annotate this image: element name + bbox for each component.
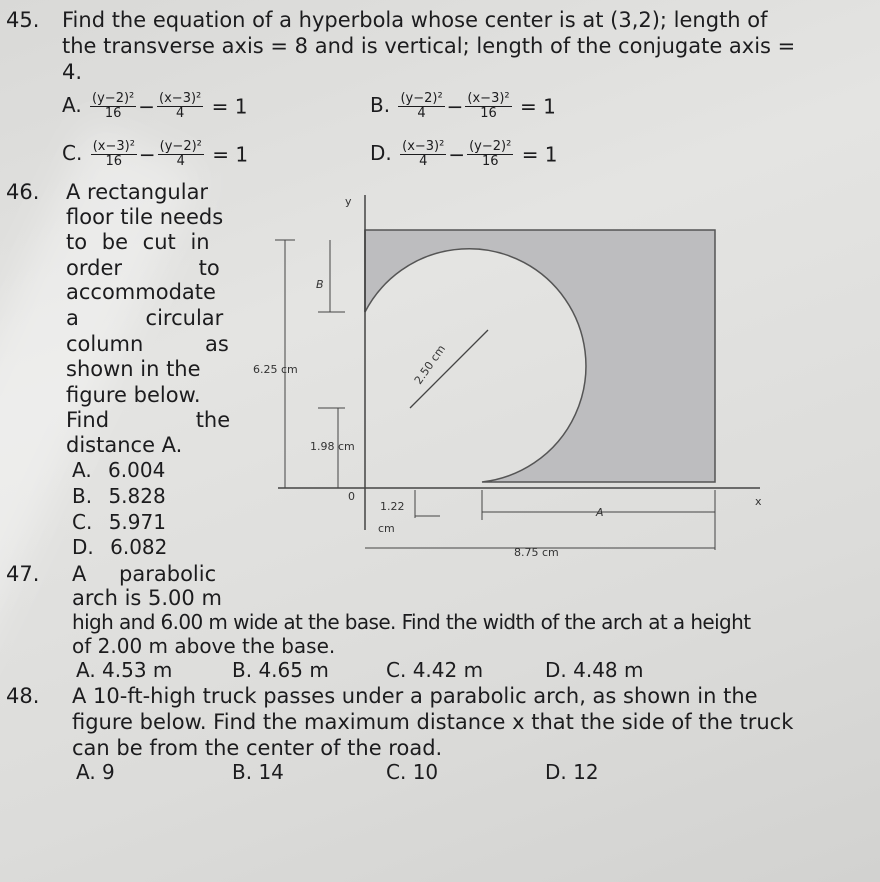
q47-text-line-1: A parabolic xyxy=(72,562,217,586)
q47-text-line-4: of 2.00 m above the base. xyxy=(72,634,336,658)
label-625: 6.25 cm xyxy=(253,363,298,376)
label-122: 1.22 xyxy=(380,500,405,513)
q45-c-term1: $\frac{\text{(x−3)²}}{16}$ xyxy=(92,139,135,169)
q46-text-line-1: A rectangular xyxy=(66,180,209,204)
q46-text-line-4: order to xyxy=(66,256,220,280)
label-y: y xyxy=(345,195,352,208)
q47-option-d: D. 4.48 m xyxy=(545,658,644,682)
q45-text-line-1: Find the equation of a hyperbola whose center is at (3,2); length of xyxy=(62,8,768,32)
q46-text-line-3: to be cut in xyxy=(66,230,210,254)
q47-text-line-3: high and 6.00 m wide at the base. Find the width of the arch at a height xyxy=(72,610,751,634)
q45-a-term2: $\frac{\text{(x−3)²}}{4}$ xyxy=(159,91,202,121)
q45-a-term1: $\frac{\text{(y−2)²}}{16}$ xyxy=(92,91,135,121)
q47-option-c: C. 4.42 m xyxy=(386,658,484,682)
q45-b-term1: $\frac{\text{(y−2)²}}{4}$ xyxy=(400,91,443,121)
q46-text-line-5: accommodate xyxy=(66,280,216,304)
label-198: 1.98 cm xyxy=(310,440,355,453)
q45-option-a: A. $\frac{\text{(y−2)²}}{16}$ − $\frac{\text{(x−3)²}}{4}$ = 1 xyxy=(62,91,248,121)
q48-text-line-3: can be from the center of the road. xyxy=(72,736,443,760)
q45-option-d: D. $\frac{\text{(x−3)²}}{4}$ − $\frac{\text{(y−2)²}}{16}$ = 1 xyxy=(370,139,558,169)
q45-option-c: C. $\frac{\text{(x−3)²}}{16}$ − $\frac{\text{(y−2)²}}{4}$ = 1 xyxy=(62,139,249,169)
q45-d-term2: $\frac{\text{(y−2)²}}{16}$ xyxy=(469,139,512,169)
label-origin: 0 xyxy=(348,490,355,503)
q45-c-term2: $\frac{\text{(y−2)²}}{4}$ xyxy=(159,139,202,169)
q47-option-a: A. 4.53 m xyxy=(76,658,173,682)
q46-option-c: C. 5.971 xyxy=(72,510,166,534)
q48-option-c: C. 10 xyxy=(386,760,439,784)
q46-option-b: B. 5.828 xyxy=(72,484,166,508)
q46-text-line-9: figure below. xyxy=(66,383,201,407)
label-875: 8.75 cm xyxy=(514,546,559,559)
q47-number: 47. xyxy=(6,562,40,586)
label-250: 2.50 cm xyxy=(411,342,449,387)
q46-option-d: D. 6.082 xyxy=(72,535,168,559)
q46-number: 46. xyxy=(6,180,40,204)
q45-b-term2: $\frac{\text{(x−3)²}}{16}$ xyxy=(467,91,510,121)
q47-option-b: B. 4.65 m xyxy=(232,658,329,682)
q45-text-line-2: the transverse axis = 8 and is vertical; length of the conjugate axis = xyxy=(62,34,796,58)
q46-text-line-8: shown in the xyxy=(66,357,201,381)
q46-text-line-2: floor tile needs xyxy=(66,205,224,229)
q48-text-line-2: figure below. Find the maximum distance x that the side of the truck xyxy=(72,710,794,734)
q48-text-line-1: A 10-ft-high truck passes under a parabolic arch, as shown in the xyxy=(72,684,758,708)
q46-text-line-11: distance A. xyxy=(66,433,183,457)
q46-text-line-10: Find the xyxy=(66,408,231,432)
q45-d-term1: $\frac{\text{(x−3)²}}{4}$ xyxy=(402,139,445,169)
q45-number: 45. xyxy=(6,8,40,32)
q47-text-line-2: arch is 5.00 m xyxy=(72,586,222,610)
q48-option-d: D. 12 xyxy=(545,760,599,784)
q46-text-line-7: column as xyxy=(66,332,229,356)
label-a: A xyxy=(596,506,604,519)
q45-option-b: B. $\frac{\text{(y−2)²}}{4}$ − $\frac{\text{(x−3)²}}{16}$ = 1 xyxy=(370,91,556,121)
q45-text-line-3: 4. xyxy=(62,60,83,84)
label-cm: cm xyxy=(378,522,395,535)
q48-option-b: B. 14 xyxy=(232,760,284,784)
q46-text-line-6: a circular xyxy=(66,306,224,330)
q48-number: 48. xyxy=(6,684,40,708)
tile-shape xyxy=(365,230,715,482)
label-x: x xyxy=(755,495,762,508)
q48-option-a: A. 9 xyxy=(76,760,115,784)
label-b: B xyxy=(316,278,324,291)
q46-option-a: A. 6.004 xyxy=(72,458,166,482)
